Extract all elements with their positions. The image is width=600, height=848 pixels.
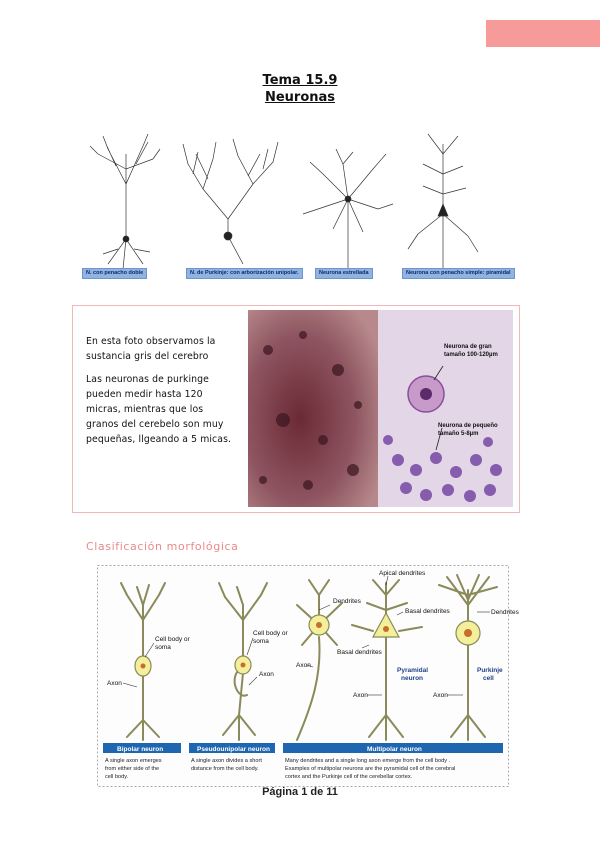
neuron-classification-figure <box>97 565 519 787</box>
label-axon-multi: Axon <box>296 662 311 669</box>
label-apical-dendrites: Apical dendrites <box>379 570 426 577</box>
neuron-drawings <box>78 124 516 282</box>
caption-multi-2: Examples of multipolar neurons are the pyramidal cell of the cerebral <box>285 766 456 772</box>
label-small-neuron-2: tamaño 5-8µm <box>438 431 479 437</box>
micrograph-image <box>248 310 513 507</box>
morphology-diagram <box>97 565 519 787</box>
panel-label-pyramidal: Neurona con penacho simple: piramidal <box>402 268 515 279</box>
label-dendrites-multi: Dendrites <box>333 598 361 605</box>
caption-multi-1: Many dendrites and a single long axon emerge from the cell body . <box>285 758 451 764</box>
label-cell-body-pseudo-2: soma <box>253 638 269 645</box>
caption-pseudo-1: A single axon divides a short <box>191 758 262 764</box>
label-cell-body-pseudo-1: Cell body or <box>253 630 288 637</box>
page-subtitle: Neuronas <box>264 90 336 105</box>
page-title: Tema 15.9 <box>262 73 338 88</box>
label-pyramidal-2: neuron <box>401 675 424 682</box>
panel-label-purkinje: N. de Purkinje: con arborización unipolar. <box>186 268 303 279</box>
label-axon-pyramidal: Axon <box>353 692 368 699</box>
banner-bipolar-text: Bipolar neuron <box>117 746 164 753</box>
caption-pseudo-2: distance from the cell body. <box>191 766 259 772</box>
caption-bipolar-2: from either side of the <box>105 766 160 772</box>
label-purkinje-2: cell <box>483 675 494 682</box>
photo-description <box>86 334 236 455</box>
banner-multi-text: Multipolar neuron <box>367 746 422 753</box>
label-axon-pseudo: Axon <box>259 671 274 678</box>
label-large-neuron-1: Neurona de gran <box>444 344 492 350</box>
label-dendrites-purkinje: Dendrites <box>491 609 519 616</box>
caption-bipolar-1: A single axon emerges <box>105 758 162 764</box>
label-cell-body-2: soma <box>155 644 171 651</box>
label-large-neuron-2: tamaño 100-120µm <box>444 352 498 358</box>
photo-paragraph-1: En esta foto observamos la sustancia gris del cerebro <box>86 336 216 362</box>
photo-paragraph-2: Las neuronas de purkinge pueden medir hasta 120 micras, mientras que los granos del cerebelo son muy pequeñas, llgeando a 5 micas. <box>86 374 232 445</box>
label-pyramidal-1: Pyramidal <box>397 667 429 674</box>
label-axon-bipolar: Axon <box>107 680 122 687</box>
label-cell-body-1: Cell body or <box>155 636 190 643</box>
caption-bipolar-3: cell body. <box>105 774 129 780</box>
label-purkinje-1: Purkinje <box>477 667 503 674</box>
panel-label-double-tuft: N. con penacho doble <box>82 268 147 279</box>
caption-multi-3: cortex and the Purkinje cell of the cerebellar cortex. <box>285 774 413 780</box>
panel-label-stellate: Neurona estrellada <box>315 268 373 279</box>
label-axon-purkinje: Axon <box>433 692 448 699</box>
label-basal-dendrites-left: Basal dendrites <box>337 649 382 656</box>
page-footer: Página 1 de 11 <box>262 786 338 798</box>
banner-pseudo-text: Pseudounipolar neuron <box>197 746 270 753</box>
micrograph <box>248 310 513 507</box>
header-tab-decoration <box>486 20 600 47</box>
section-heading: Clasificación morfológica <box>86 540 239 553</box>
label-small-neuron-1: Neurona de pequeño <box>438 423 498 429</box>
label-basal-dendrites-right: Basal dendrites <box>405 608 450 615</box>
neuron-types-figure <box>78 124 516 282</box>
